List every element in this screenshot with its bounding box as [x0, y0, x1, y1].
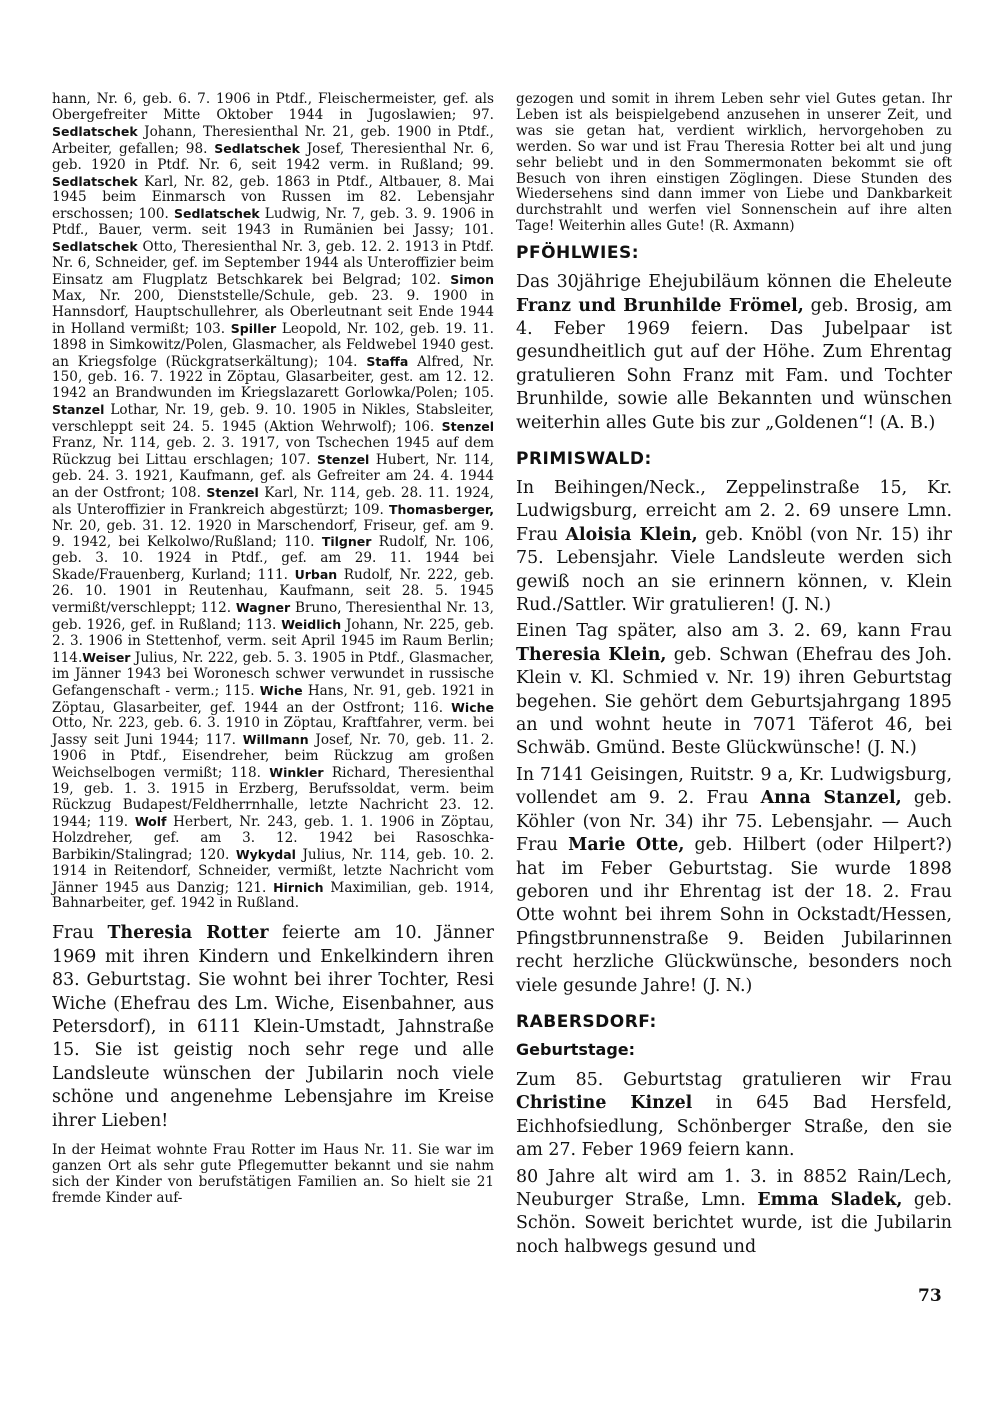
- list-text: Richard, Theresienthal 19, geb. 1. 3. 1915 in Erzberg, Berufssoldat, verm. beim Rückzug Budapest/Feldherrnhalle, letzte Nachricht 23. 12. 1944; 119.: [52, 765, 494, 830]
- list-text: Max, Nr. 200, Dienststelle/Schule, geb. 23. 9. 1900 in Hannsdorf, Hauptschullehrer, als Oberleutnant seit Ende 1944 in Holland vermißt; 103.: [52, 287, 494, 337]
- person-name: Franz und Brunhilde Frömel,: [516, 295, 804, 316]
- list-text: Nr. 20, geb. 31. 12. 1920 in Marschendorf, Friseur, gef. am 9. 9. 1942, bei Kelkolwo/Rußland; 110.: [52, 517, 494, 551]
- subheading-geburtstage: Geburtstage:: [516, 1039, 636, 1059]
- list-text: Rudolf, Nr. 222, geb. 26. 10. 1901 in Reutenhau, Kaufmann, seit 28. 5. 1945 vermißt/verschleppt; 112.: [52, 567, 494, 617]
- list-text: Otto, Theresienthal Nr. 3, geb. 12. 2. 1913 in Ptdf. Nr. 6, Schneider, gef. im September 1944 als Unteroffizier beim Einsatz am Flugplatz Betschkarek bei Belgrad; 102.: [52, 239, 494, 288]
- surname: Stenzel: [316, 451, 370, 467]
- page-number: 73: [918, 1286, 942, 1306]
- list-text: Franz, Nr. 114, geb. 2. 3. 1917, von Tschechen 1945 auf dem Rückzug bei Littau erschlagen; 107.: [52, 435, 494, 468]
- surname: Weiser: [82, 649, 131, 665]
- list-text: Karl, Nr. 114, geb. 28. 11. 1924, als Unteroffizier in Frankreich abgestürzt; 109.: [52, 484, 494, 518]
- surname: Sedlatschek: [214, 140, 300, 156]
- surname: Urban: [294, 567, 338, 583]
- surname: Hirnich: [273, 879, 324, 895]
- list-text: Ludwig, Nr. 7, geb. 3. 9. 1906 in Ptdf., Bauer, verm. seit 1943 in Rumänien bei Jassy; 101.: [52, 206, 494, 239]
- list-text: Julius, Nr. 222, geb. 5. 3. 1905 in Ptdf., Glasmacher, im Jänner 1943 bei Woronesch schwer verwundet in russische Gefangenschaft - verm.; 115.: [52, 649, 494, 699]
- list-text: Johann, Nr. 225, geb. 2. 3. 1906 in Stettenhof, verm. seit April 1945 im Raum Berlin; 114.: [52, 617, 495, 666]
- surname: Sedlatschek: [52, 173, 138, 189]
- section-heading-pfoehlwies: PFÖHLWIES:: [516, 243, 639, 264]
- person-name: Marie Otte,: [568, 835, 685, 856]
- list-text: Herbert, Nr. 243, geb. 1. 1. 1906 in Zöptau, Holzdreher, gef. am 3. 12. 1942 bei Rasoschka-Barbikin/Stalingrad; 120.: [52, 813, 494, 863]
- person-name: Emma Sladek,: [757, 1189, 903, 1210]
- list-text: Julius, Nr. 114, geb. 10. 2. 1914 in Reitendorf, Schneider, vermißt, letzte Nachricht vom Jänner 1945 aus Danzig; 121.: [52, 846, 494, 896]
- list-text: Bruno, Theresienthal Nr. 13, geb. 1926, gef. in Rußland; 113.: [52, 600, 495, 633]
- primiswald-paragraph-2: Einen Tag später, also am 3. 2. 69, kann Frau Theresia Klein, geb. Schwan (Ehefrau des Joh. Klein v. Kl. Schmied v. Nr. 19) ihren Geburtstag begehen. Sie gehört dem Geburtsjahrgang 1895 an und wohnt heute in 7071 Täferot 46, bei Schwäb. Gmünd. Beste Glückwünsche! (J. N.): [516, 621, 953, 759]
- surname: Stenzel: [206, 484, 259, 500]
- rabersdorf-paragraph-1: Zum 85. Geburtstag gratulieren wir Frau Christine Kinzel in 645 Bad Hersfeld, Eichhofsiedlung, Schönberger Straße, den sie am 27. Feber 1969 feiern kann.: [516, 1069, 953, 1161]
- list-text: Alfred, Nr. 150, geb. 16. 7. 1922 in Zöptau, Glasarbeiter, gest. am 12. 12. 1942 an Brandwunden im Kriegslazarett Gorlowka/Polen; 105.: [52, 353, 495, 402]
- rabersdorf-paragraph-2: 80 Jahre alt wird am 1. 3. in 8852 Rain/Lech, Neuburger Straße, Lmn. Emma Sladek, geb. Schön. Soweit berichtet wurde, ist die Jubilarin noch halbwegs gesund und: [516, 1166, 952, 1257]
- section-heading-rabersdorf: RABERSDORF:: [516, 1011, 657, 1032]
- right-column: [516, 92, 952, 1259]
- rotter-birthday-paragraph: Frau Theresia Rotter feierte am 10. Jänner 1969 mit ihren Kindern und Enkelkindern ihren 83. Geburtstag. Sie wohnt bei ihrer Tochter, Resi Wiche (Ehefrau des Lm. Wiche, Eisenbahner, aus Petersdorf), in 6111 Klein-Umstadt, Jahnstraße 15. Sie ist geistig noch sehr rege und alle Landsleute wünschen der Jubilarin noch viele schöne und angenehme Lebensjahre im Kreise ihrer Lieben!: [52, 923, 494, 1131]
- person-name: Anna Stanzel,: [760, 788, 902, 809]
- surname: Wiche: [451, 699, 494, 715]
- surname: Sedlatschek: [173, 206, 260, 222]
- rotter-heimat-paragraph: In der Heimat wohnte Frau Rotter im Haus Nr. 11. Sie war im ganzen Ort als sehr gute Pflegemutter bekannt und sie nahm sich der Kinder von berufstätigen Familien an. So hielt sie 21 fremde Kinder auf-: [52, 1141, 494, 1206]
- list-text: Hans, Nr. 91, geb. 1921 in Zöptau, Glasarbeiter, gef. 1944 an der Ostfront; 116.: [52, 682, 494, 716]
- person-name: Aloisia Klein,: [565, 524, 698, 545]
- surname: Weidlich: [281, 617, 342, 632]
- person-name: Christine Kinzel: [516, 1093, 693, 1114]
- surname: Winkler: [269, 765, 324, 781]
- surname: Tilgner: [321, 534, 372, 550]
- section-heading-primiswald: PRIMISWALD:: [516, 449, 652, 469]
- pfoehlwies-paragraph: Das 30jährige Ehejubiläum können die Eheleute Franz und Brunhilde Frömel, geb. Brosig, am 4. Feber 1969 feiern. Das Jubelpaar ist gesundheitlich gut auf der Höhe. Zum Ehrentag gratulieren Sohn Franz mit Fam. und Tochter Brunhilde, sowie alle Bekannten und wünschen weiterhin alles Gute bis zur „Goldenen“! (A. B.): [516, 272, 952, 433]
- surname: Staffa: [366, 353, 409, 369]
- primiswald-paragraph-1: In Beihingen/Neck., Zeppelinstraße 15, Kr. Ludwigsburg, erreicht am 2. 2. 69 unsere Lmn. Frau Aloisia Klein, geb. Knöbl (von Nr. 15) ihr 75. Lebensjahr. Viele Landsleute werden sich gewiß noch an sie erinnern können, v. Klein Rud./Sattler. Wir gratulieren! (J. N.): [516, 478, 952, 616]
- person-name: Theresia Klein,: [516, 644, 667, 665]
- fallen-soldiers-list: [52, 92, 494, 912]
- list-text: Hubert, Nr. 114, geb. 24. 3. 1921, Kaufmann, gef. als Gefreiter am 24. 4. 1944 an der Ostfront; 108.: [52, 451, 494, 501]
- list-text: Leopold, Nr. 102, geb. 19. 11. 1898 in Simkowitz/Polen, Glasmacher, als Feldwebel 1940 gest. an Kriegsfolge (Rückgratserkältung); 104.: [52, 320, 494, 370]
- list-text: Karl, Nr. 82, geb. 1863 in Ptdf., Altbauer, 8. Mai 1945 beim Einmarsch von Russen im 82. Lebensjahr erschossen; 100.: [52, 173, 494, 223]
- list-text: Otto, Nr. 223, geb. 6. 3. 1910 in Zöptau, Kraftfahrer, verm. bei Jassy seit Juni 1944; 117.: [52, 715, 494, 749]
- surname: Wykydal: [235, 846, 296, 862]
- surname: Stenzel: [441, 419, 494, 435]
- surname: Simon: [450, 271, 494, 287]
- surname: Wagner: [235, 600, 291, 616]
- person-name: Theresia Rotter: [107, 923, 269, 944]
- list-text: Johann, Theresienthal Nr. 21, geb. 1900 in Ptdf., Arbeiter, gefallen; 98.: [52, 123, 494, 157]
- surname: Wiche: [259, 682, 303, 698]
- list-text: Lothar, Nr. 19, geb. 9. 10. 1905 in Nikles, Stabsleiter, verschleppt seit 24. 5. 1945 (Aktion Wehrwolf); 106.: [52, 402, 494, 436]
- surname: Spiller: [230, 320, 277, 336]
- rotter-heimat-continuation: gezogen und somit in ihrem Leben sehr viel Gutes getan. Ihr Leben ist als beispielgebend anzusehen in unserer Zeit, und was sie getan hat, verdient wirklich, hervorgehoben zu werden. So war und ist Frau Theresia Rotter bei alt und jung sehr beliebt und in den Sommermonaten bekommt sie oft Besuch von ihren einstigen Zöglingen. Diese Stunden des Wiedersehens sind dann immer von Liebe und Dankbarkeit durchstrahlt und werfen viel Sonnenschein auf ihre alten Tage! Weiterhin alles Gute! (R. Axmann): [516, 91, 952, 235]
- list-text: Josef, Nr. 70, geb. 11. 2. 1906 in Ptdf., Eisendreher, beim Rückzug am großen Weichselbogen vermißt; 118.: [52, 732, 494, 782]
- surname: Willmann: [242, 732, 309, 748]
- list-text: Josef, Theresienthal Nr. 6, geb. 1920 in Ptdf. Nr. 6, seit 1942 verm. in Rußland; 99.: [52, 140, 494, 173]
- surname: Sedlatschek: [52, 239, 138, 255]
- list-text: Maximilian, geb. 1914, Bahnarbeiter, gef. 1942 in Rußland.: [52, 879, 494, 912]
- surname: Thomasberger,: [388, 501, 494, 517]
- surname: Wolf: [134, 813, 167, 829]
- list-text: hann, Nr. 6, geb. 6. 7. 1906 in Ptdf., Fleischermeister, gef. als Obergefreiter Mitte Oktober 1944 in Jugoslawien; 97.: [52, 91, 494, 123]
- surname: Stanzel: [52, 402, 105, 418]
- list-text: Rudolf, Nr. 106, geb. 3. 10. 1924 in Ptdf., gef. am 29. 11. 1944 bei Skade/Frauenberg, Kurland; 111.: [52, 534, 494, 584]
- surname: Sedlatschek: [52, 123, 138, 139]
- primiswald-paragraph-3: In 7141 Geisingen, Ruitstr. 9 a, Kr. Ludwigsburg, vollendet am 9. 2. Frau Anna Stanzel, geb. Köhler (von Nr. 34) ihr 75. Lebensjahr. — Auch Frau Marie Otte, geb. Hilbert (oder Hilpert?) hat im Feber Geburtstag. Sie wurde 1898 geboren und ihr Ehrentag ist der 18. 2. Frau Otte wohnt bei ihrem Sohn in Ockstadt/Hessen, Pfingstbrunnenstraße 9. Beiden Jubilarinnen recht herzliche Glückwünsche, besonders noch viele gesunde Jahre! (J. N.): [516, 764, 953, 996]
- left-column: [52, 92, 494, 1207]
